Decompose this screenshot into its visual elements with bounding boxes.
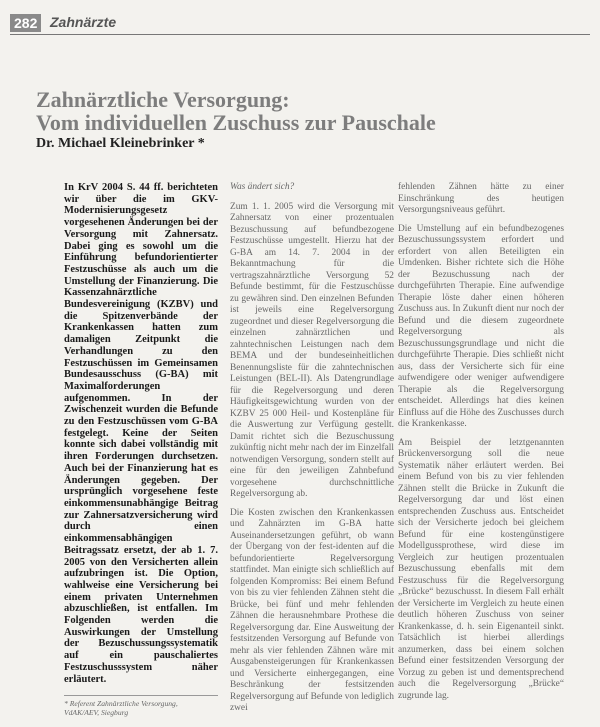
- section-title: Zahnärzte: [50, 14, 117, 30]
- article-title: [36, 88, 576, 134]
- footnote-line: VdAK/AEV, Siegburg: [64, 708, 129, 717]
- lead-paragraph: In KrV 2004 S. 44 ff. berichteten wir über die im GKV-Modernisierungsgesetz vorgesehenen Änderungen bei der Versorgung mit Zahnersatz. Dabei ging es sowohl um die Einführung befundorientierter Festzuschüsse als auch um die Umstellung der Finanzierung. Die Kassenzahnärztliche Bundesvereinigung (KZBV) und die Spitzenverbände der Krankenkassen hatten zum damaligen Zeitpunkt die Verhandlungen zu den Festzuschüssen im Gemeinsamen Bundesausschuss (G-BA) mit Maximalforderungen aufgenommen. In der Zwischenzeit wurden die Befunde zu den Festzuschüssen vom G-BA festgelegt. Keine der Seiten konnte sich dabei vollständig mit ihren Forderungen durchsetzen. Auch bei der Finanzierung hat es Änderungen gegeben. Der ursprünglich vorgesehene feste einkommensunabhängige Beitrag zur Zahnersatzversicherung wird durch einen einkommensabhängigen Beitragssatz ersetzt, der ab 1. 7. 2005 von den Versicherten allein aufzubringen ist. Die Option, wahlweise eine Versicherung bei einem privaten Unternehmen abzuschließen, ist entfallen. Im Folgenden werden die Auswirkungen der Umstellung der Bezuschussungssystematik auf ein pauschaliertes Festzuschusssystem näher erläutert.: [64, 182, 218, 685]
- lead-column: [64, 182, 218, 685]
- paragraph: Zum 1. 1. 2005 wird die Versorgung mit Zahnersatz von einer prozentualen Bezuschussung auf befundbezogene Festzuschüsse umgestellt. Hierzu hat der G-BA am 14. 7. 2004 in der Bekanntmachung für die vertragszahnärztliche Versorgung 52 Befunde bestimmt, für die Festzuschüsse zu gewähren sind. Den einzelnen Befunden ist jeweils eine Regelversorgung zugeordnet und dieser Regelversorgung die einzelnen zahnärztlichen und zahntechnischen Leistungen nach dem BEMA und der bundeseinheitlichen Benennungsliste für die zahntechnischen Leistungen (BEL-II). Als Datengrundlage für die Regelversorgung und deren Häufigkeitsgewichtung wurden von der KZBV 25 000 Heil- und Kostenpläne für die Auswertung zur Verfügung gestellt. Damit richtet sich die Bezuschussung zukünftig nicht mehr nach der im Einzelfall notwendigen Versorgung, sondern stellt auf eine für den jeweiligen Zahnbefund vorgesehene durchschnittliche Regelversorgung ab.: [230, 201, 395, 499]
- article-title-line2: Vom individuellen Zuschuss zur Pauschale: [36, 110, 436, 135]
- paragraph: Am Beispiel der letztgenannten Brückenversorgung soll die neue Systematik näher erläutert werden. Bei einem Befund von bis zu vier fehlenden Zähnen stellt die Brücke in Zukunft die Regelversorgung dar und löst einen entsprechenden Zuschuss aus. Entscheidet sich der Versicherte jedoch bei gleichem Befund für eine kostengünstigere Modellgussprothese, wird diese im Vergleich zur heutigen prozentualen Bezuschussung ebenfalls mit dem Festzuschuss für die Regelversorgung „Brücke“ bezuschusst. In diesem Fall erhält der Versicherte im Vergleich zu heute einen deutlich höheren Zuschuss von seiner Krankenkasse, d. h. sein Eigenanteil sinkt. Tatsächlich ist hierbei allerdings anzumerken, dass bei einem solchen Befund einer festsitzenden Versorgung der Vorzug zu geben ist und dementsprechend auch die Regelversorgung „Brücke“ zugrunde lag.: [398, 437, 564, 701]
- paragraph: Die Kosten zwischen den Krankenkassen und Zahnärzten im G-BA hatte Auseinandersetzungen geführt, ob wann der Übergang von der fest-identen auf die befundorientierte Regelversorgung stattfindet. Man einigte sich schließlich auf folgenden Kompromiss: Bei einem Befund von bis zu vier fehlenden Zähnen steht die Brücke, bei fünf und mehr fehlenden Zähnen die herausnehmbare Prothese die Regelversorgung dar. Eine Ausweitung der festsitzenden Versorgung auf Befunde von mehr als vier fehlenden Zähnen wäre mit Ausgabensteigerungen für Krankenkassen und Versicherte einhergegangen, eine Beschränkung der festsitzenden Regelversorgung auf Befunde von lediglich zwei: [230, 507, 394, 713]
- subheading: Was ändert sich?: [230, 182, 295, 192]
- footnote: [64, 695, 218, 717]
- running-header: [10, 14, 590, 35]
- article-author: Dr. Michael Kleinebrinker *: [36, 136, 205, 151]
- body-column-right: [398, 182, 564, 709]
- body-column-middle: [230, 182, 394, 722]
- paragraph: fehlenden Zähnen hätte zu einer Einschränkung des heutigen Versorgungsniveaus geführt.: [398, 182, 564, 215]
- page-number: 282: [10, 14, 41, 32]
- paragraph: Die Umstellung auf ein befundbezogenes Bezuschussungssystem erfordert und erfordert von allen Beteiligten ein Umdenken. Bisher richtete sich die Höhe der Bezuschussung nach der durchgeführten Therapie. Eine aufwendige Therapie löste daher einen höheren Zuschuss aus. In Zukunft dient nur noch der Befund und die diesem zugeordnete Regelversorgung als Bezuschussungsgrundlage und nicht die durchgeführte Therapie. Dies schließt nicht aus, dass der Versicherte sich für eine aufwendigere oder weniger aufwendigere Therapie als die Regelversorgung entscheidet. Allerdings hat dies keinen Einfluss auf die Höhe des Zuschusses durch die Krankenkasse.: [398, 223, 564, 429]
- footnote-line: * Referent Zahnärztliche Versorgung,: [64, 699, 178, 708]
- article-title-line1: Zahnärztliche Versorgung:: [36, 87, 290, 112]
